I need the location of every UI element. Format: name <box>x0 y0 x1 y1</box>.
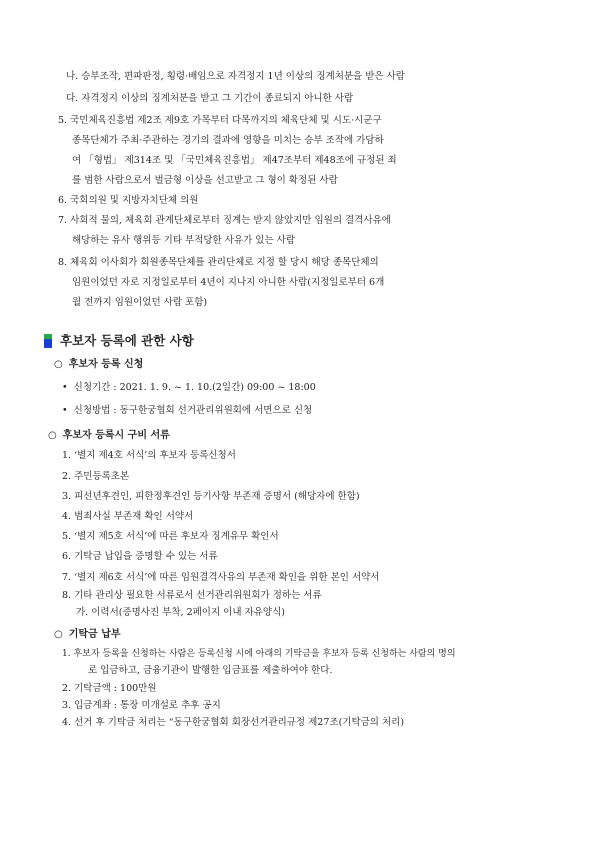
list-item: 5. 국민체육진흥법 제2조 제9호 가목부터 다목까지의 체육단체 및 시도·시군구 <box>58 115 382 126</box>
list-item: 5. ‘별지 제5호 서식’에 따른 후보자 징계유무 확인서 <box>62 531 279 542</box>
list-item: 7. ‘별지 제6호 서식’에 따른 임원결격사유의 부존재 확인을 위한 본인 서약서 <box>62 572 380 583</box>
list-item: 2. 주민등록초본 <box>62 471 130 482</box>
bullet-icon: • <box>62 405 68 416</box>
section-marker-icon <box>44 334 52 348</box>
deposit-heading <box>54 628 121 642</box>
list-item: 3. 피선년후견인, 피한정후견인 등기사항 부존재 증명서 (해당자에 한함) <box>62 491 360 502</box>
documents-heading <box>48 429 170 443</box>
list-item: 로 입금하고, 금융기관이 발행한 입금표를 제출하여야 한다. <box>88 665 333 676</box>
bullet-text: 신청기간 : 2021. 1. 9. ~ 1. 10.(2일간) 09:00 ~ 18:00 <box>73 382 316 393</box>
section-title <box>44 332 194 350</box>
circle-icon: ○ <box>54 359 63 370</box>
list-item: 3. 입금계좌 : 통장 미개설로 추후 공지 <box>62 700 221 711</box>
list-item: 여 「형법」 제314조 및 「국민체육진흥법」 제47조부터 제48조에 규정된 죄 <box>72 155 397 166</box>
list-item: 4. 범죄사실 부존재 확인 서약서 <box>62 511 194 522</box>
list-item: 월 전까지 임원이었던 사람 포함) <box>72 297 208 308</box>
list-item: 8. 기타 관리상 필요한 서류로서 선거관리위원회가 정하는 서류 <box>62 590 322 601</box>
list-item: 8. 체육회 이사회가 회원종목단체를 관리단체로 지정 할 당시 해당 종목단체의 <box>58 257 379 268</box>
list-item: 6. 국회의원 및 지방자치단체 의원 <box>58 195 199 206</box>
list-item <box>62 404 312 418</box>
bullet-text: 신청방법 : 동구한궁협회 선거관리위원회에 서면으로 신청 <box>73 405 313 416</box>
list-item: 를 범한 사람으로서 벌금형 이상을 선고받고 그 형이 확정된 사람 <box>72 175 338 186</box>
list-item <box>62 381 316 395</box>
list-item: 나. 승부조작, 편파판정, 횡령·배임으로 자격정지 1년 이상의 징계처분을 받은 사람 <box>66 71 405 82</box>
list-item: 해당하는 유사 행위등 기타 부적당한 사유가 있는 사람 <box>72 235 296 246</box>
list-item: 다. 자격정지 이상의 징계처분을 받고 그 기간이 종료되지 아니한 사람 <box>66 93 354 104</box>
list-item: 2. 기탁금액 : 100만원 <box>62 683 157 694</box>
marker-bottom <box>44 339 52 348</box>
list-item: 가. 이력서(증명사진 부착, 2페이지 이내 자유양식) <box>76 607 285 618</box>
documents-heading-text: 후보자 등록시 구비 서류 <box>62 430 170 441</box>
list-item: 임원이었던 자로 지정일로부터 4년이 지나지 아니한 사람(지정일로부터 6개 <box>72 277 385 288</box>
list-item: 6. 기탁금 납입을 증명할 수 있는 서류 <box>62 551 218 562</box>
list-item: 7. 사회적 물의, 체육회 관계단체로부터 징계는 받지 않았지만 임원의 결격사유에 <box>58 215 391 226</box>
list-item: 1. ‘별지 제4호 서식’의 후보자 등록신청서 <box>62 450 236 461</box>
bullet-icon: • <box>62 382 68 393</box>
list-item: 4. 선거 후 기탁금 처리는 “동구한궁협회 회장선거관리규정 제27조(기탁금의 처리) <box>62 717 405 728</box>
circle-icon: ○ <box>48 430 57 441</box>
deposit-heading-text: 기탁금 납부 <box>68 629 121 640</box>
registration-heading <box>54 358 143 372</box>
list-item: 1. 후보자 등록을 신청하는 사람은 등록신청 시에 아래의 기탁금을 후보자 등록 신청하는 사람의 명의 <box>62 649 456 659</box>
section-title-text: 후보자 등록에 관한 사항 <box>60 333 194 348</box>
list-item: 종목단체가 주최·주관하는 경기의 결과에 영향을 미치는 승부 조작에 가담하 <box>72 135 384 146</box>
circle-icon: ○ <box>54 629 63 640</box>
registration-heading-text: 후보자 등록 신청 <box>68 359 144 370</box>
